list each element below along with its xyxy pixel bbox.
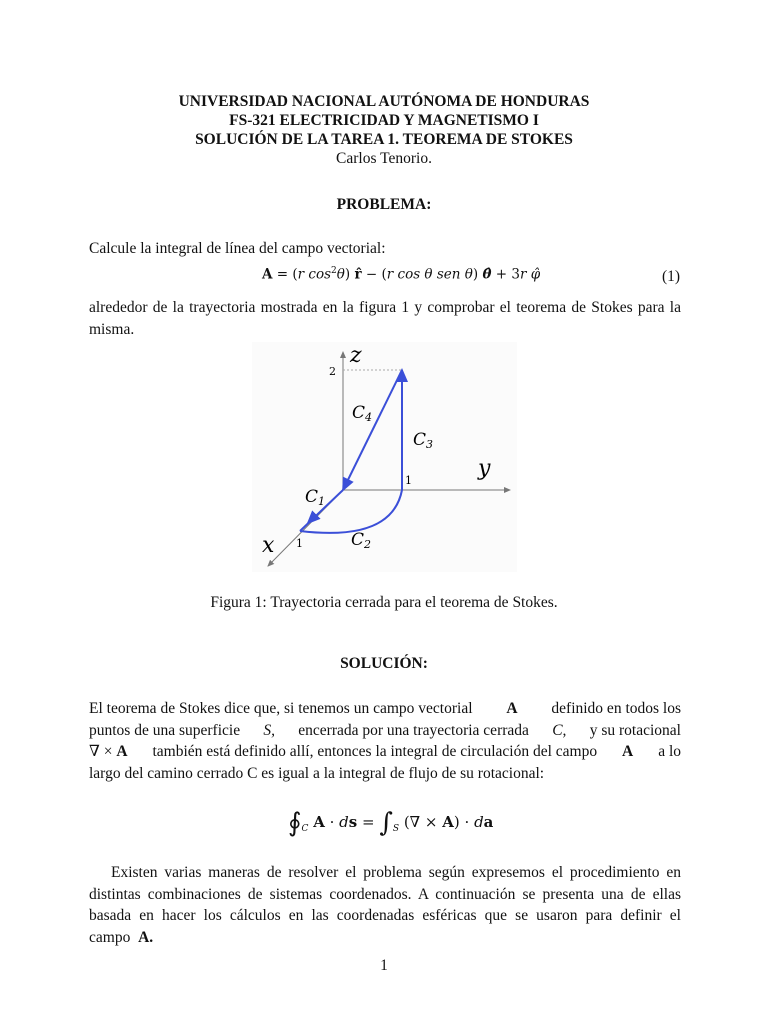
solution-paragraph-2: Existen varias maneras de resolver el problema según expresemos el procedimiento en distintas combinaciones de sistemas coordenados. A continuación se presenta una de ellas basada en hacer los cálculos en las coordenadas esféricas que se usaron para definir el campo A.	[89, 864, 681, 946]
y-axis-label: y	[478, 456, 491, 481]
figure-caption: Figura 1: Trayectoria cerrada para el teorema de Stokes.	[210, 594, 558, 611]
equation-number: (1)	[662, 268, 681, 285]
problem-intro: Calcule la integral de línea del campo vectorial:	[89, 240, 386, 257]
c2-label: C2	[351, 530, 372, 551]
field-equation: A = (r $\cos^2\theta$) r̂ − (r cos θ sen θ) θ̂ + 3r φ̂	[262, 266, 541, 283]
c1-label: C1	[305, 487, 326, 508]
problem-text: alrededor de la trayectoria mostrada en la figura 1 y comprobar el teorema de Stokes para la misma.	[89, 299, 681, 338]
document-title: SOLUCIÓN DE LA TAREA 1. TEOREMA DE STOKES	[195, 131, 573, 148]
page-number: 1	[380, 957, 388, 974]
x-tick: 1	[296, 537, 303, 550]
solution-heading: SOLUCIÓN:	[340, 655, 428, 672]
solution-paragraph-1: El teorema de Stokes dice que, si tenemos un campo vectorial A definido en todos los puntos de una superficie S, encerrada por una trayectoria cerrada C, y su rotacional ∇ × A también está definido allí, entonces la integral de circulación del campo A a lo largo del camino cerrado C es igual a la integral de flujo de su rotacional:	[89, 700, 681, 782]
y-tick: 1	[405, 474, 412, 487]
course-title: FS-321 ELECTRICIDAD Y MAGNETISMO I	[229, 112, 539, 129]
c3-label: C3	[413, 430, 434, 451]
z-axis-label: z	[350, 343, 362, 368]
problem-heading: PROBLEMA:	[336, 196, 432, 213]
c4-label: C4	[352, 403, 373, 424]
stokes-equation: $∮_C$ A · ds = $\int_S$ (∇ × A) · da	[288, 808, 494, 838]
z-tick: 2	[329, 365, 336, 378]
university-title: UNIVERSIDAD NACIONAL AUTÓNOMA DE HONDURAS	[178, 93, 590, 110]
author: Carlos Tenorio.	[336, 150, 432, 167]
trajectory-figure	[252, 342, 517, 572]
x-axis-label: x	[262, 533, 275, 558]
